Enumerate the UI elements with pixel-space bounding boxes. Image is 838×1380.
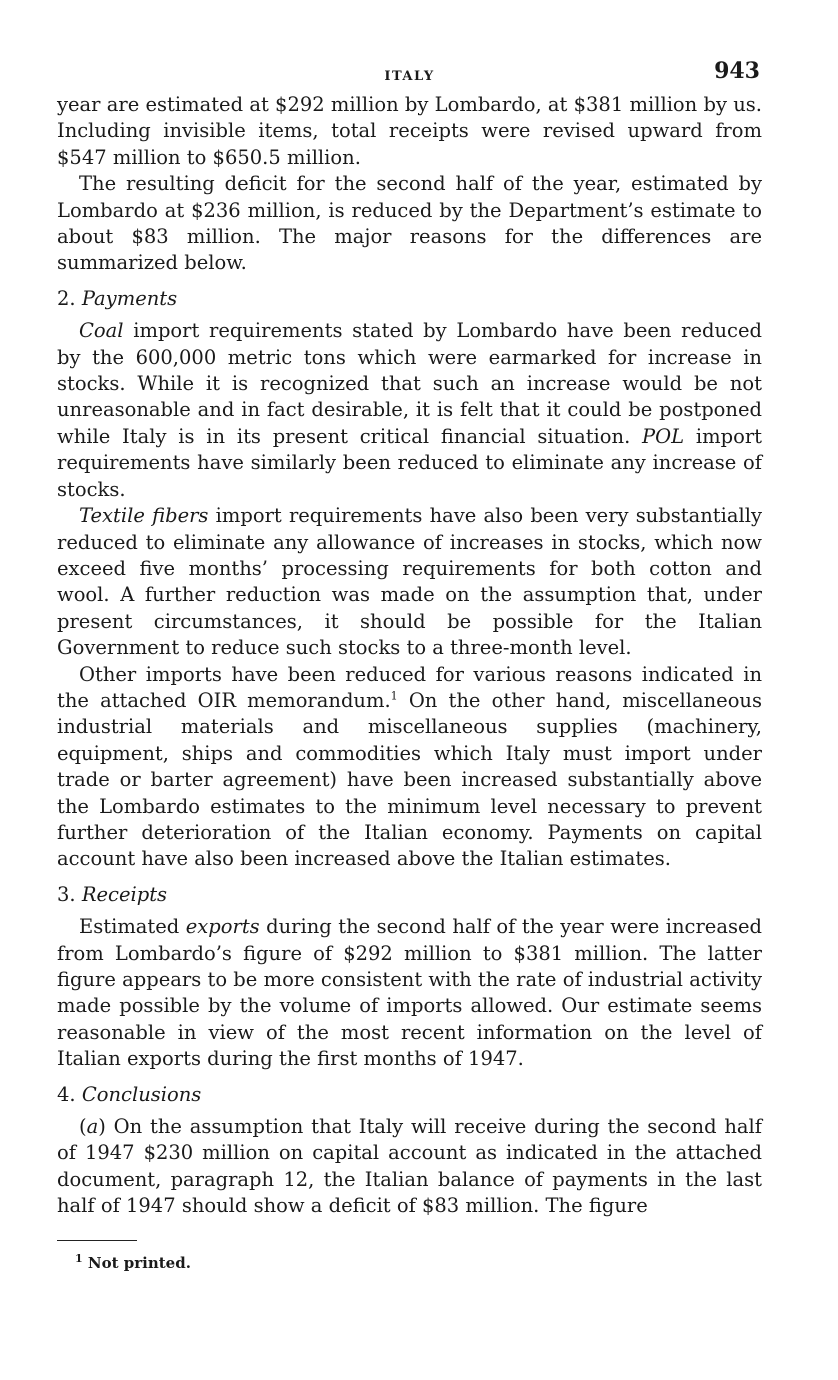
paragraph-text: On the other hand, miscellaneous industrial materials and miscellaneous supplies (machinery, equipment, ships and commodities which Italy must import under trade or barter agreement) have been increased substantially above the Lombardo estimates to the minimum level necessary to prevent further deterioration of the Italian economy. Payments on capital account have also been increased above the Italian estimates.	[57, 688, 763, 871]
section-number: 2.	[57, 286, 76, 310]
paragraph-text: Estimated	[79, 915, 186, 939]
term-textile-fibers: Textile fibers	[79, 504, 209, 528]
running-head: ITALY	[384, 69, 435, 84]
footnote-rule	[57, 1240, 137, 1241]
section-heading-conclusions	[57, 1082, 762, 1108]
section-heading-payments	[57, 286, 762, 312]
document-page	[57, 58, 762, 1276]
term-pol: POL	[642, 424, 685, 448]
paragraph-textile	[57, 503, 762, 661]
footnote-marker: 1	[75, 1251, 83, 1265]
paragraph-other-imports	[57, 662, 762, 873]
paragraph-text: import requirements have similarly been reduced to eliminate any increase of stocks.	[57, 424, 762, 501]
term-coal: Coal	[79, 319, 124, 343]
footnote-text: Not printed.	[87, 1253, 191, 1272]
paragraph-continued: year are estimated at $292 million by Lombardo, at $381 million by us. Including invisible items, total receipts were revised upward from $547 million to $650.5 million.	[57, 93, 762, 169]
footnote	[57, 1250, 762, 1276]
item-label: a	[86, 1115, 99, 1139]
item-paren: (	[79, 1115, 87, 1139]
page-header	[57, 58, 762, 92]
item-paren: )	[98, 1115, 106, 1139]
footnote-reference: 1	[390, 689, 398, 703]
paragraph-exports	[57, 914, 762, 1072]
paragraph-text: Other imports have been reduced for various reasons indicated in the attached OIR memorandum.	[57, 662, 762, 712]
section-title: Payments	[81, 286, 178, 310]
section-heading-receipts	[57, 882, 762, 908]
paragraph-text: On the assumption that Italy will receive during the second half of 1947 $230 million on capital account as indicated in the attached document, paragraph 12, the Italian balance of payments in the last half of 1947 should show a deficit of $83 million. The figure	[57, 1115, 762, 1218]
section-number: 3.	[57, 882, 76, 906]
section-title: Conclusions	[81, 1082, 202, 1106]
paragraph-coal	[57, 318, 762, 503]
paragraph-conclusion-a	[57, 1114, 762, 1220]
paragraph-text: import requirements have also been very substantially reduced to eliminate any allowance of increases in stocks, which now exceed five months’ processing requirements for both cotton and wool. A further reduction was made on the assumption that, under present circumstances, it should be possible for the Italian Government to reduce such stocks to a three-month level.	[57, 504, 762, 660]
section-title: Receipts	[81, 882, 168, 906]
section-number: 4.	[57, 1082, 76, 1106]
paragraph-text: import requirements stated by Lombardo have been reduced by the 600,000 metric tons which were earmarked for increase in stocks. While it is recognized that such an increase would be not unreasonable and in fact desirable, it is felt that it could be postponed while Italy is in its present critical financial situation.	[57, 319, 762, 448]
paragraph-deficit: The resulting deficit for the second half of the year, estimated by Lombardo at $236 million, is reduced by the Department’s estimate to about $83 million. The major reasons for the differences are summarized below.	[57, 172, 762, 275]
page-number: 943	[714, 58, 760, 84]
term-exports: exports	[185, 915, 260, 939]
paragraph-text: during the second half of the year were increased from Lombardo’s figure of $292 million to $381 million. The latter figure appears to be more consistent with the rate of industrial activity made possible by the volume of imports allowed. Our estimate seems reasonable in view of the most recent information on the level of Italian exports during the first months of 1947.	[57, 915, 762, 1071]
